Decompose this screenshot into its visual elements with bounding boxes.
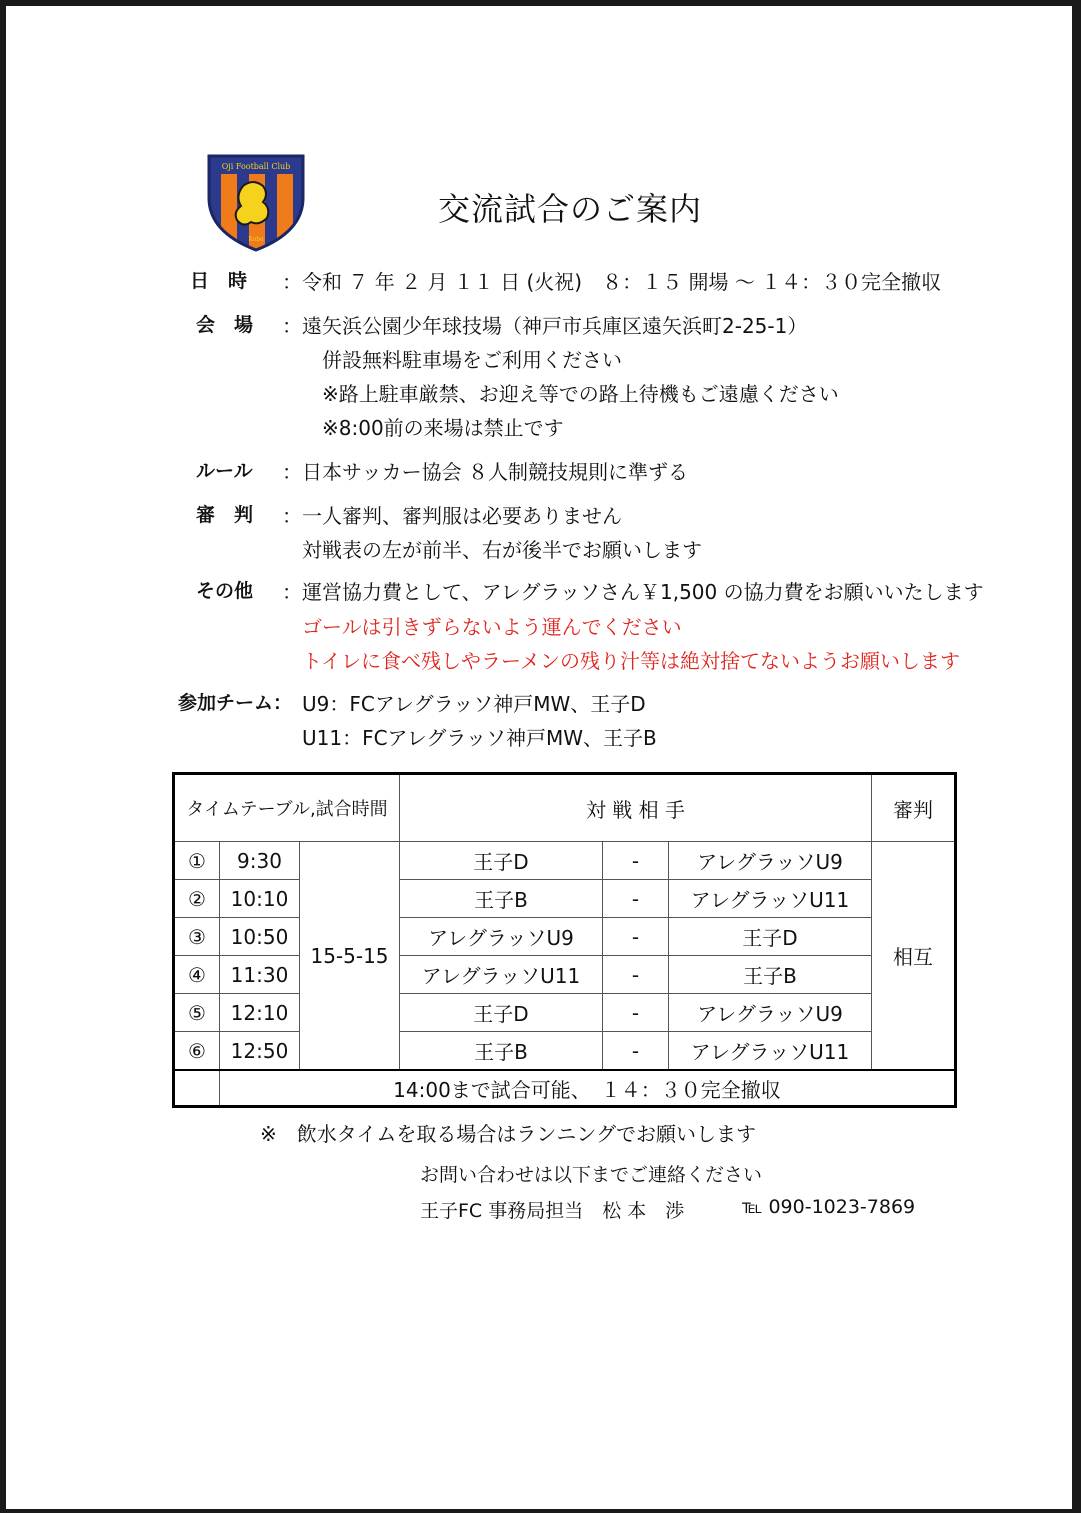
table-row [174, 842, 956, 880]
date-label: 日 時 [190, 270, 248, 292]
match-time: 12:50 [220, 1032, 300, 1071]
home-team: アレグラッソU9 [400, 918, 603, 956]
away-team: アレグラッソU9 [669, 994, 872, 1032]
referee-value-2: 対戦表の左が前半、右が後半でお願いします [302, 538, 702, 562]
vs-separator: - [603, 1032, 669, 1071]
header-time: タイムテーブル,試合時間 [174, 774, 400, 842]
timetable-footer-row [174, 1070, 956, 1107]
table-row [174, 880, 956, 918]
match-number: ③ [174, 918, 220, 956]
timetable-header-row [174, 774, 956, 842]
home-team: 王子D [400, 994, 603, 1032]
match-time: 10:50 [220, 918, 300, 956]
other-value-fee: 運営協力費として、アレグラッソさん￥1,500 の協力費をお願いいたします [302, 580, 984, 604]
water-break-note: ※ 飲水タイムを取る場合はランニングでお願いします [260, 1122, 756, 1146]
venue-colon: ： [282, 314, 302, 338]
referee-value-1: 一人審判、審判服は必要ありません [302, 504, 622, 528]
vs-separator: - [603, 918, 669, 956]
venue-note-street: ※路上駐車厳禁、お迎え等での路上待機もご遠慮ください [322, 382, 839, 406]
venue-note-arrival: ※8:00前の来場は禁止です [322, 416, 564, 440]
table-row [174, 956, 956, 994]
header-match: 対 戦 相 手 [400, 774, 872, 842]
vs-separator: - [603, 956, 669, 994]
logo-text: Oji Football Club [221, 162, 291, 171]
referee-colon: ： [282, 504, 302, 528]
date-value: 令和 ７ 年 ２ 月 １１ 日 (火祝) ８：１５ 開場 ～ １４：３０完全撤収 [302, 270, 942, 294]
match-time: 10:10 [220, 880, 300, 918]
venue-value: 遠矢浜公園少年球技場（神戸市兵庫区遠矢浜町2-25-1） [302, 314, 808, 338]
table-row [174, 994, 956, 1032]
away-team: アレグラッソU11 [669, 1032, 872, 1071]
vs-separator: - [603, 880, 669, 918]
away-team: アレグラッソU11 [669, 880, 872, 918]
match-number: ② [174, 880, 220, 918]
referee-assignment: 相互 [872, 842, 956, 1071]
club-crest-icon [203, 146, 309, 252]
table-row [174, 1032, 956, 1071]
match-time: 12:10 [220, 994, 300, 1032]
vs-separator: - [603, 994, 669, 1032]
venue-note-parking: 併設無料駐車場をご利用ください [322, 348, 622, 372]
home-team: アレグラッソU11 [400, 956, 603, 994]
other-colon: ： [282, 580, 302, 604]
match-number: ④ [174, 956, 220, 994]
match-number: ⑥ [174, 1032, 220, 1071]
table-row [174, 918, 956, 956]
home-team: 王子B [400, 1032, 603, 1071]
match-number: ① [174, 842, 220, 880]
teams-label: 参加チーム： [178, 692, 293, 714]
date-colon: ： [282, 270, 302, 294]
match-time: 11:30 [220, 956, 300, 994]
header-referee: 審判 [872, 774, 956, 842]
teams-u11: U11：FCアレグラッソ神戸MW、王子B [302, 726, 657, 750]
venue-label: 会 場 [196, 314, 254, 336]
teams-u9: U9：FCアレグラッソ神戸MW、王子D [302, 692, 646, 716]
document-page [6, 6, 1072, 1509]
logo-subtext: Kobe [248, 236, 264, 243]
home-team: 王子B [400, 880, 603, 918]
other-label: その他 [196, 580, 254, 602]
contact-phone: ℡ 090-1023-7869 [742, 1196, 916, 1218]
footer-note: 14:00まで試合可能、 １４：３０完全撤収 [220, 1070, 956, 1107]
home-team: 王子D [400, 842, 603, 880]
rule-label: ルール [196, 460, 253, 482]
away-team: 王子B [669, 956, 872, 994]
rule-value: 日本サッカー協会 ８人制競技規則に準ずる [302, 460, 688, 484]
contact-intro: お問い合わせは以下までご連絡ください [420, 1164, 763, 1186]
other-value-toilet-warning: トイレに食べ残しやラーメンの残り汁等は絶対捨てないようお願いします [302, 649, 960, 673]
rule-colon: ： [282, 460, 302, 484]
match-number: ⑤ [174, 994, 220, 1032]
away-team: アレグラッソU9 [669, 842, 872, 880]
page-title: 交流試合のご案内 [438, 190, 703, 228]
timetable [172, 772, 957, 1108]
referee-label: 審 判 [196, 504, 254, 526]
footer-blank-cell [174, 1070, 220, 1107]
other-value-goal-warning: ゴールは引きずらないよう運んでください [302, 615, 682, 639]
match-time: 9:30 [220, 842, 300, 880]
away-team: 王子D [669, 918, 872, 956]
vs-separator: - [603, 842, 669, 880]
match-format: 15-5-15 [300, 842, 400, 1071]
contact-person: 王子FC 事務局担当 松 本 渉 [420, 1200, 685, 1222]
